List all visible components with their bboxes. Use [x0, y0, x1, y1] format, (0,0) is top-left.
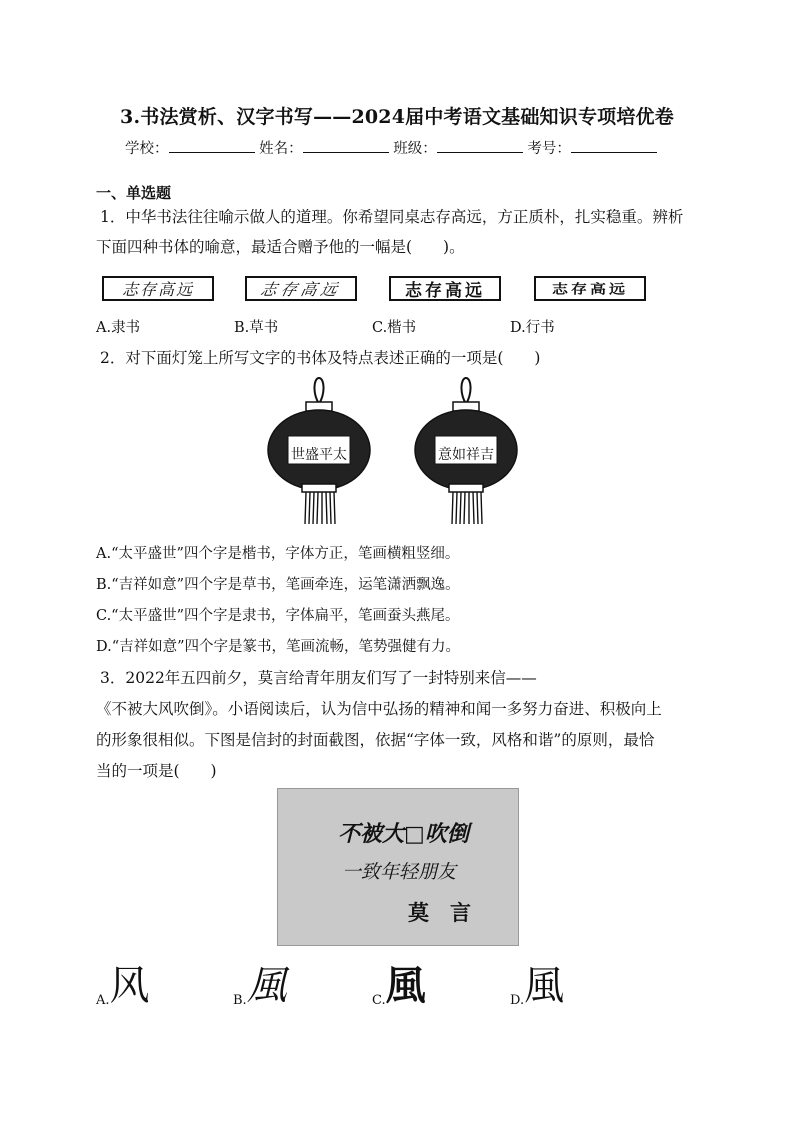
- q1-option-b[interactable]: B.草书: [234, 320, 279, 336]
- envelope-line3: 莫 言: [408, 900, 471, 925]
- q1-option-a[interactable]: A.隶书: [96, 320, 141, 336]
- calligraphy-image-b: [245, 276, 357, 301]
- envelope-line2: 一致年轻朋友: [342, 861, 457, 883]
- left-lantern-text: 世盛平太: [291, 447, 347, 463]
- q3-option-b-char: 風: [246, 963, 287, 1009]
- name-blank[interactable]: [303, 138, 389, 153]
- calligraphy-image-a: [102, 276, 214, 301]
- calligraphy-text-a: 志存高远: [121, 280, 194, 299]
- number-label: 考号：: [527, 141, 571, 157]
- q1-stem-line1: 1．中华书法往往喻示做人的道理。你希望同桌志存高远，方正质朴，扎实稳重。辨析: [100, 208, 684, 226]
- q3-option-c-char: 風: [385, 963, 426, 1009]
- calligraphy-text-b: 志存高远: [258, 280, 343, 299]
- envelope-blank-box: □: [404, 822, 425, 847]
- q2-option-c[interactable]: C.“太平盛世”四个字是隶书，字体扁平，笔画蚕头燕尾。: [96, 608, 460, 624]
- q3-stem-line3: 的形象很相似。下图是信封的封面截图，依据“字体一致，风格和谐”的原则，最恰: [96, 731, 655, 749]
- envelope-text-1a: 不被大: [338, 821, 405, 847]
- calligraphy-image-c: [389, 276, 501, 301]
- q1-stem-line2: 下面四种书体的喻意，最适合赠予他的一幅是( )。: [96, 238, 465, 256]
- envelope-line1: [338, 817, 469, 848]
- document-title: 3.书法赏析、汉字书写——2024届中考语文基础知识专项培优卷: [120, 106, 674, 128]
- class-label: 班级：: [393, 141, 437, 157]
- q2-option-b[interactable]: B.“吉祥如意”四个字是草书，笔画牵连，运笔潇洒飘逸。: [96, 577, 460, 593]
- name-label: 姓名：: [259, 141, 303, 157]
- number-blank[interactable]: [571, 138, 657, 153]
- class-blank[interactable]: [437, 138, 523, 153]
- envelope-text-1b: 吹倒: [424, 821, 469, 847]
- q3-option-d-label: D.: [510, 993, 525, 1008]
- envelope-image: [277, 788, 519, 946]
- q3-stem-line4: 当的一项是( ): [96, 762, 217, 780]
- q1-option-d[interactable]: D.行书: [510, 320, 555, 336]
- q3-option-c[interactable]: [372, 958, 426, 1008]
- calligraphy-text-d: 志存高远: [551, 281, 628, 297]
- right-lantern-text: 意如祥吉: [438, 447, 494, 463]
- q3-option-a-char: 风: [109, 963, 150, 1009]
- calligraphy-image-d: [534, 276, 646, 301]
- q3-option-b-label: B.: [233, 993, 247, 1008]
- q1-option-c[interactable]: C.楷书: [372, 320, 417, 336]
- school-blank[interactable]: [169, 138, 255, 153]
- section-heading: 一、单选题: [96, 184, 172, 202]
- q3-option-c-label: C.: [372, 993, 386, 1008]
- q3-option-b[interactable]: [233, 958, 287, 1008]
- student-info-line: [125, 137, 657, 158]
- q2-option-a[interactable]: A.“太平盛世”四个字是楷书，字体方正，笔画横粗竖细。: [96, 546, 460, 562]
- q2-option-d[interactable]: D.“吉祥如意”四个字是篆书，笔画流畅，笔势强健有力。: [96, 639, 461, 655]
- q3-option-a-label: A.: [96, 993, 110, 1008]
- q3-stem-line1: 3．2022年五四前夕，莫言给青年朋友们写了一封特别来信——: [100, 669, 537, 687]
- school-label: 学校：: [125, 141, 169, 157]
- q3-option-d[interactable]: [510, 958, 564, 1008]
- q3-option-a[interactable]: [96, 958, 150, 1008]
- q3-stem-line2: 《不被大风吹倒》。小语阅读后，认为信中弘扬的精神和闻一多努力奋进、积极向上: [96, 700, 662, 718]
- q3-option-d-char: 風: [524, 963, 565, 1009]
- q2-stem: 2．对下面灯笼上所写文字的书体及特点表述正确的一项是( ): [100, 349, 541, 367]
- calligraphy-text-c: 志存高远: [405, 281, 485, 301]
